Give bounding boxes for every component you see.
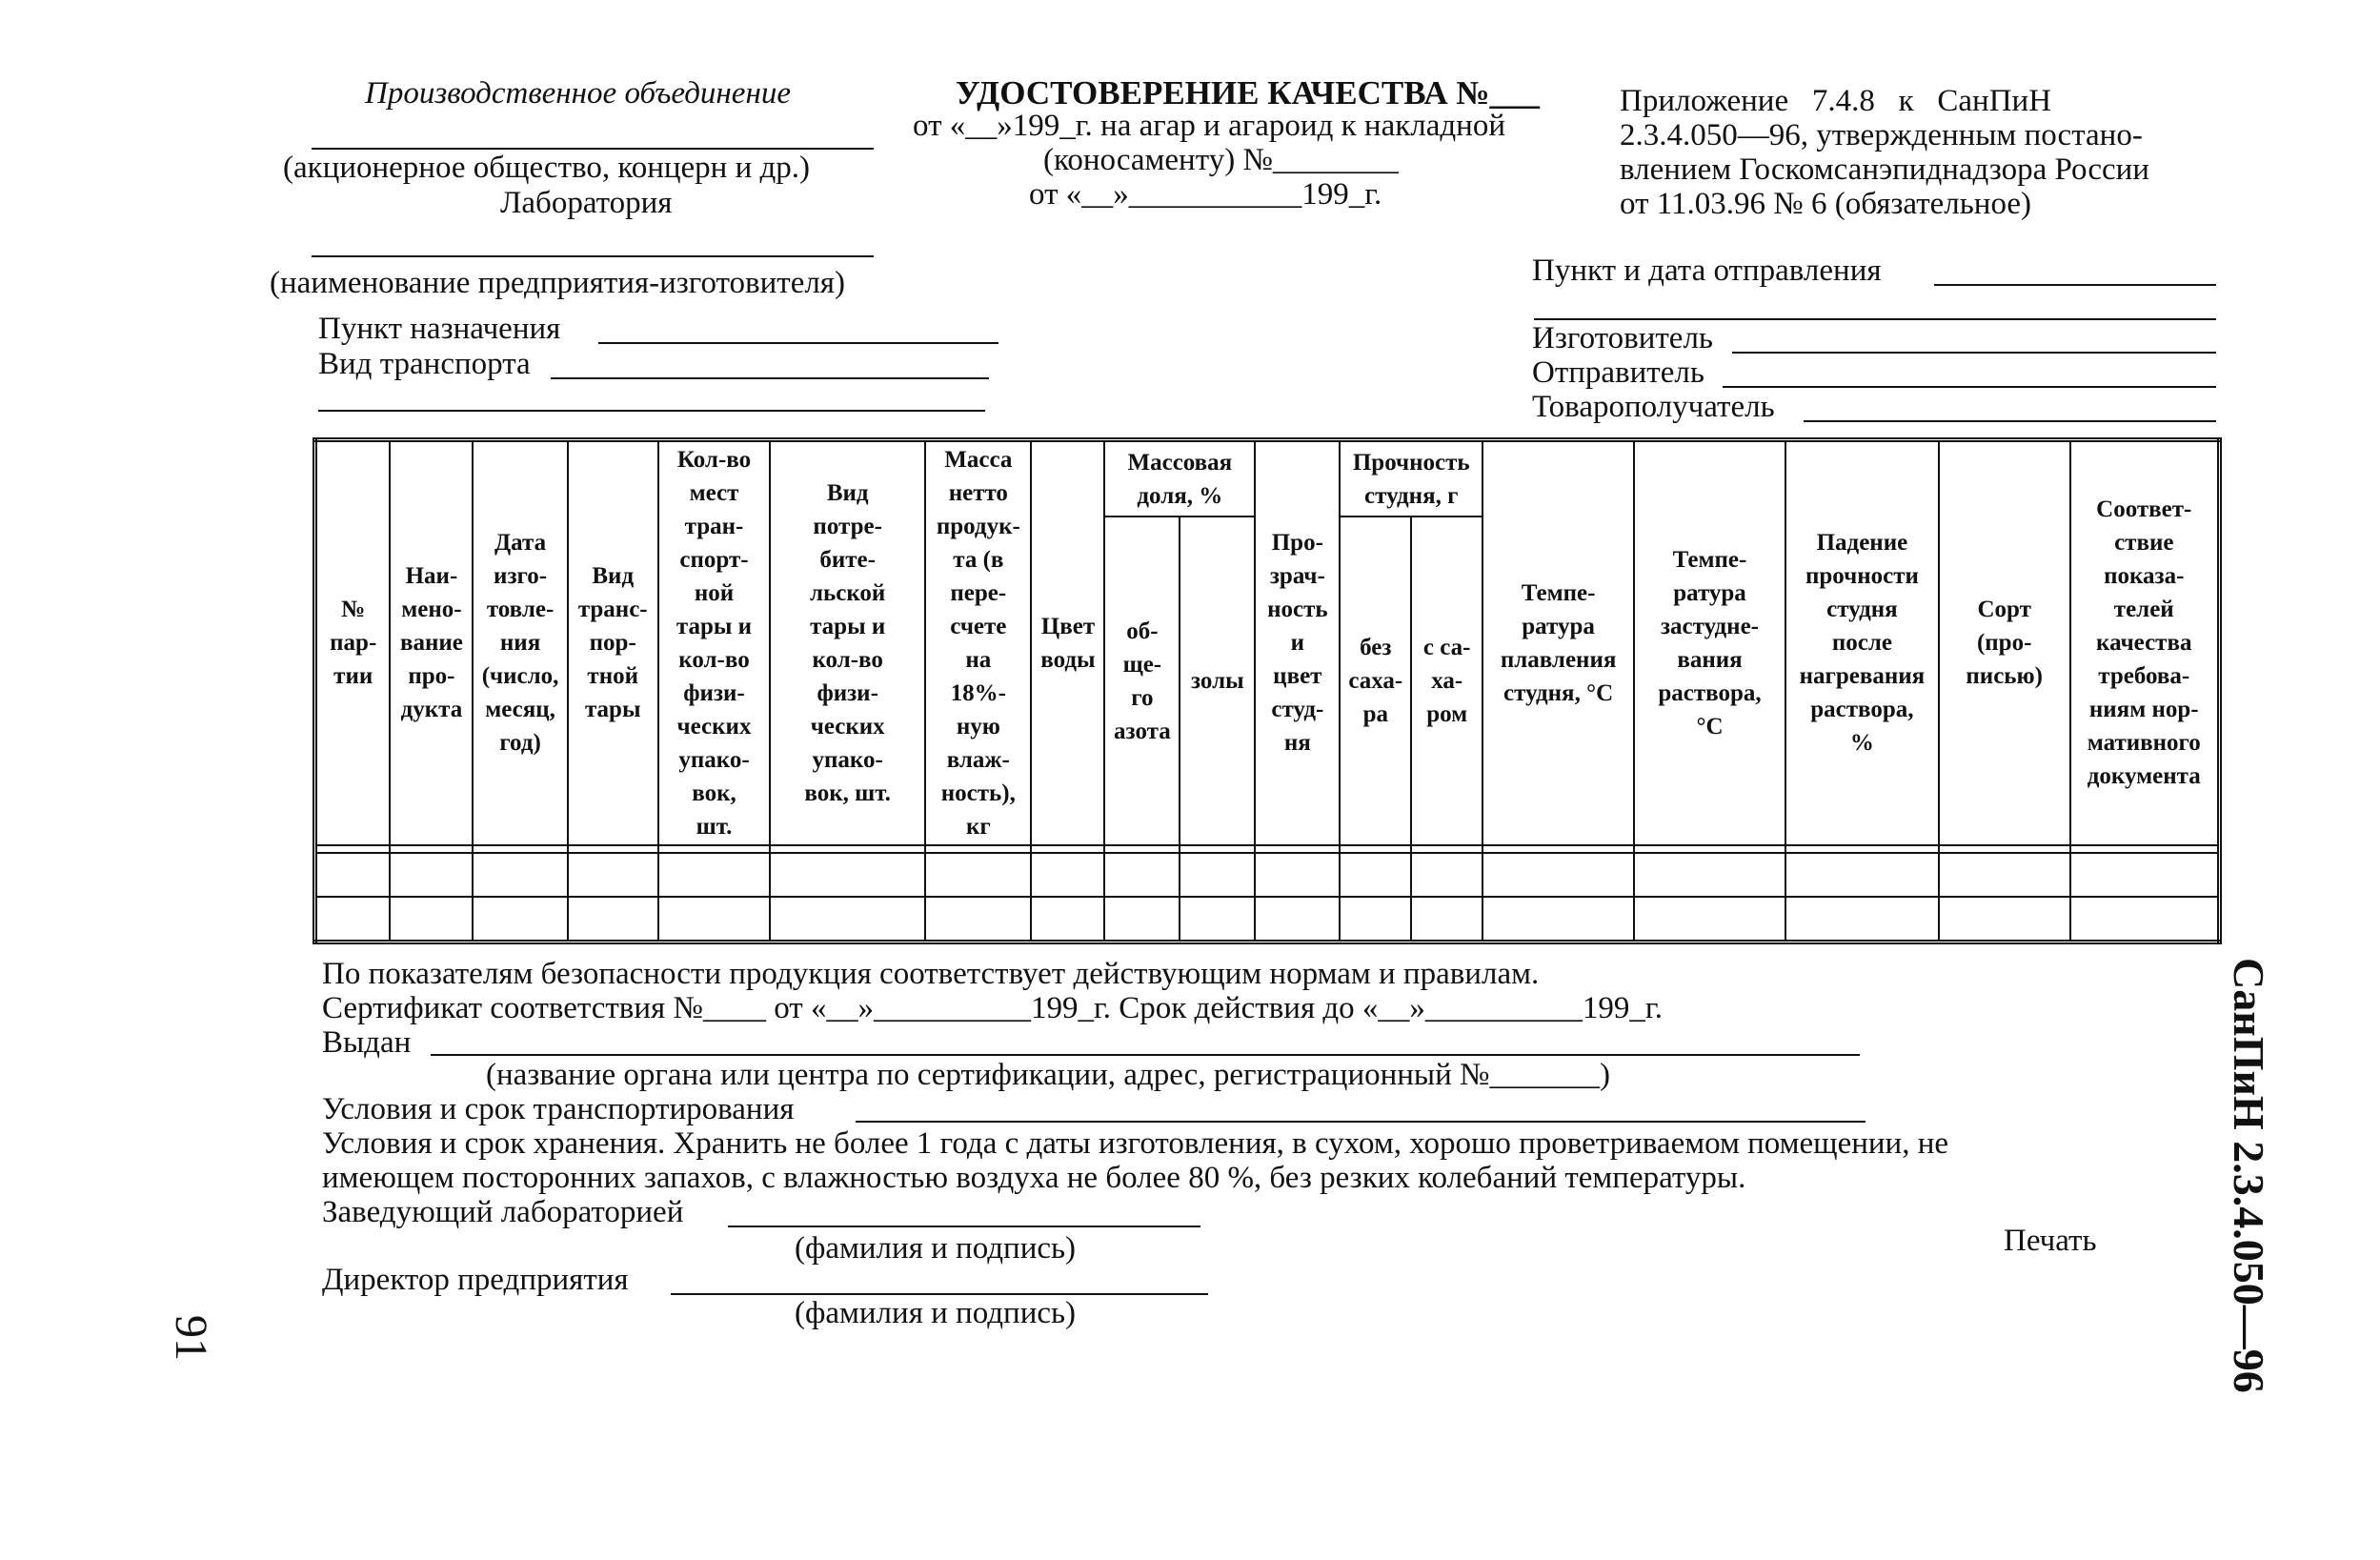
transport-extra-line[interactable] bbox=[318, 410, 985, 412]
col-product-header: Наи- мено- вание про- дукта bbox=[390, 440, 473, 845]
issuer-note: (название органа или центра по сертификации, адрес, регистрационный №_______) bbox=[486, 1058, 1610, 1092]
org-name-line bbox=[312, 148, 874, 150]
manufacturer-label: Изготовитель bbox=[1532, 321, 1713, 355]
col-sugar-header: с са- ха- ром bbox=[1411, 517, 1482, 844]
table-row[interactable] bbox=[315, 853, 2220, 897]
manufacturer-name-note: (наименование предприятия-изготовителя) bbox=[270, 266, 845, 300]
lab-name-line bbox=[312, 255, 874, 257]
group-strength-header: Прочность студня, г bbox=[1340, 440, 1482, 517]
sender-field-line[interactable] bbox=[1723, 386, 2216, 388]
col-grade-header: Сорт (про- писью) bbox=[1939, 440, 2070, 845]
col-party-header: № пар- тии bbox=[315, 440, 391, 845]
destination-field-line[interactable] bbox=[598, 342, 998, 344]
transport-label: Вид транспорта bbox=[318, 347, 531, 381]
manufacturer-field-line[interactable] bbox=[1732, 352, 2216, 354]
recipient-field-line[interactable] bbox=[1804, 420, 2216, 422]
lab-head-signature-line[interactable] bbox=[728, 1226, 1200, 1227]
sender-label: Отправитель bbox=[1532, 355, 1704, 390]
recipient-label: Товарополучатель bbox=[1532, 390, 1775, 424]
document-code-side: СанПиН 2.3.4.050—96 bbox=[2225, 958, 2273, 1393]
dispatch-extra-line[interactable] bbox=[1534, 318, 2216, 320]
dispatch-label: Пункт и дата отправления bbox=[1532, 253, 1882, 288]
col-gel-temp-header: Темпе- ратура застудне- вания раствора, °С bbox=[1634, 440, 1785, 845]
col-mass-header: Масса нетто продук- та (в пере- счете на 18%- ную влаж- ность), кг bbox=[925, 440, 1031, 845]
lab-head-label: Заведующий лабораторией bbox=[322, 1195, 684, 1229]
certificate-date-line: от «__»199_г. на агар и агароид к накладной bbox=[913, 109, 1505, 143]
destination-label: Пункт назначения bbox=[318, 312, 561, 346]
appendix-line-2: 2.3.4.050—96, утвержденным постано- bbox=[1620, 118, 2143, 152]
col-consumer-tare-header: Вид потре- бите- льской тары и кол-во физи- ческих упако- вок, шт. bbox=[770, 440, 925, 845]
col-strength-drop-header: Падение прочности студня после нагревания раствора, % bbox=[1785, 440, 1939, 845]
col-date-header: Дата изго- товле- ния (число, месяц, год) bbox=[473, 440, 567, 845]
col-count-header: Кол-во мест тран- спорт- ной тары и кол-во физи- ческих упако- вок, шт. bbox=[658, 440, 770, 845]
safety-statement: По показателям безопасности продукция соответствует действующим нормам и правилам. bbox=[322, 957, 1540, 991]
director-signature-line[interactable] bbox=[671, 1293, 1208, 1295]
issued-label: Выдан bbox=[322, 1025, 412, 1060]
col-ash-header: золы bbox=[1180, 517, 1255, 844]
appendix-line-1: Приложение 7.4.8 к СанПиН bbox=[1620, 84, 2052, 118]
quality-table bbox=[313, 437, 2222, 944]
storage-terms-line-1: Условия и срок хранения. Хранить не более 1 года с даты изготовления, в сухом, хорошо проветриваемом помещении, не bbox=[322, 1126, 1949, 1161]
col-transport-tare-header: Вид транс- пор- тной тары bbox=[568, 440, 658, 845]
transport-field-line[interactable] bbox=[551, 377, 989, 379]
page-number: 91 bbox=[166, 1315, 216, 1361]
table-header-separator bbox=[315, 845, 2220, 853]
director-label: Директор предприятия bbox=[322, 1263, 629, 1297]
col-melt-temp-header: Темпе- ратура плавления студня, °С bbox=[1482, 440, 1634, 845]
col-transparency-header: Про- зрач- ность и цвет студ- ня bbox=[1255, 440, 1340, 845]
group-mass-share-header: Массовая доля, % bbox=[1104, 440, 1255, 517]
col-water-color-header: Цвет воды bbox=[1031, 440, 1104, 845]
table-row[interactable] bbox=[315, 897, 2220, 942]
storage-terms-line-2: имеющем посторонних запахов, с влажностью воздуха не более 80 %, без резких колебаний температуры. bbox=[322, 1161, 1746, 1195]
transport-terms-label: Условия и срок транспортирования bbox=[322, 1092, 795, 1126]
org-label: Производственное объединение bbox=[365, 76, 791, 111]
director-sign-note: (фамилия и подпись) bbox=[795, 1296, 1077, 1330]
appendix-line-4: от 11.03.96 № 6 (обязательное) bbox=[1620, 187, 2031, 221]
org-types-note: (акционерное общество, концерн и др.) bbox=[283, 151, 811, 185]
col-no-sugar-header: без саха- ра bbox=[1340, 517, 1411, 844]
col-nitrogen-header: об- ще- го азота bbox=[1104, 517, 1180, 844]
dispatch-field-line[interactable] bbox=[1934, 284, 2216, 286]
col-compliance-header: Соответ- ствие показа- телей качества требова- ниям нор- мативного документа bbox=[2070, 440, 2220, 845]
lab-head-sign-note: (фамилия и подпись) bbox=[795, 1231, 1077, 1266]
bill-number-line: (коносаменту) №________ bbox=[1043, 143, 1399, 177]
lab-label: Лаборатория bbox=[500, 186, 673, 220]
stamp-label: Печать bbox=[2004, 1224, 2097, 1258]
bill-date-line: от «__»___________199_г. bbox=[1029, 177, 1382, 212]
transport-terms-field-line[interactable] bbox=[856, 1121, 1866, 1123]
issued-field-line[interactable] bbox=[431, 1054, 1860, 1056]
appendix-line-3: влением Госкомсанэпиднадзора России bbox=[1620, 152, 2149, 187]
certificate-line: Сертификат соответствия №____ от «__»__________199_г. Срок действия до «__»__________199_г. bbox=[322, 991, 1663, 1025]
certificate-title: УДОСТОВЕРЕНИЕ КАЧЕСТВА №___ bbox=[956, 74, 1541, 111]
